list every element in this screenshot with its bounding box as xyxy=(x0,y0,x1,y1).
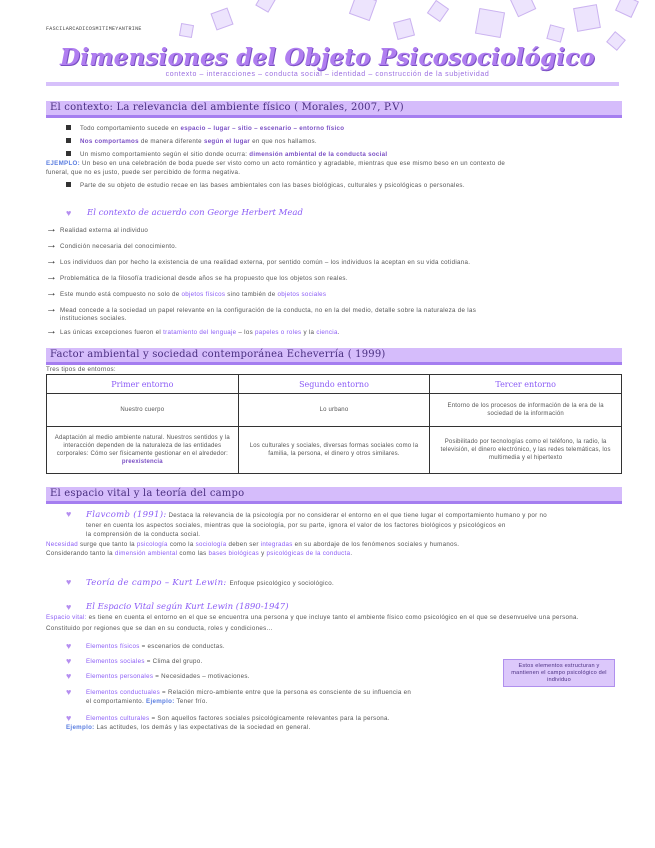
highlight-text: espacio – lugar – sitio – escenario – entorno físico xyxy=(180,125,345,132)
arrow-icon: → xyxy=(46,271,57,283)
decor-square xyxy=(546,24,564,42)
text: Las actitudes, los demás y las expectativas de la sociedad en general. xyxy=(94,724,311,731)
heart-icon: ♥ xyxy=(66,671,72,681)
text: el comportamiento. xyxy=(86,698,147,705)
highlight-text: integradas xyxy=(260,541,293,548)
mead-item: instituciones sociales. xyxy=(60,315,127,322)
decor-square xyxy=(510,0,537,17)
mead-item: Problemática de la filosofía tradicional desde años se ha propuesto que los objetos son reales. xyxy=(60,275,348,282)
text: es tiene en cuenta el entorno en el que se encuentra una persona y que incluye tanto el ambiente físico como psicológico en el que se desenvuelve una persona. xyxy=(86,614,579,621)
mead-item xyxy=(60,291,326,299)
table-cell: Lo urbano xyxy=(238,394,430,427)
text: deben ser xyxy=(226,541,261,548)
square-bullet-icon xyxy=(66,182,71,187)
highlight-text: psicología xyxy=(136,541,168,548)
text: sino también de xyxy=(225,291,278,298)
highlight-text: según el lugar xyxy=(203,138,251,145)
text: Todo comportamiento sucede en xyxy=(80,125,181,132)
decor-square xyxy=(475,8,505,38)
section-banner-espacio-vital xyxy=(46,487,622,504)
mead-item: Condición necesaria del conocimiento. xyxy=(60,243,178,250)
table-row xyxy=(47,394,622,427)
square-bullet-icon xyxy=(66,125,71,130)
arrow-icon: → xyxy=(46,287,57,299)
highlight-text: Espacio vital: xyxy=(46,614,87,621)
page-subtitle: contexto – interacciones – conducta social – identidad – construcción de la subjetividad xyxy=(165,71,490,78)
espacio-item xyxy=(86,715,390,723)
decor-square xyxy=(393,18,415,40)
text: . xyxy=(350,550,353,557)
title-underline xyxy=(46,82,619,86)
decor-square xyxy=(210,7,233,30)
table-cell: Los culturales y sociales, diversas formas sociales como la familia, la persona, el dinero y otros similares. xyxy=(238,427,430,474)
text: Considerando tanto la xyxy=(46,550,115,557)
highlight-text: Elementos sociales xyxy=(86,658,145,665)
highlight-text: Nos comportamos xyxy=(80,138,139,145)
text: – los xyxy=(236,329,255,336)
text: de manera diferente xyxy=(138,138,204,145)
arrow-icon: → xyxy=(46,255,57,267)
teoria-heading: Teoría de campo – Kurt Lewin: xyxy=(86,578,230,588)
bullet-line xyxy=(66,125,344,133)
table-header: Segundo entorno xyxy=(238,375,430,394)
bullet-line xyxy=(66,138,317,146)
heart-icon: ♥ xyxy=(66,687,72,697)
highlight-text: Elementos físicos xyxy=(86,643,140,650)
table-cell: Entorno de los procesos de información de la era de la sociedad de la información xyxy=(430,394,622,427)
section-banner-factor-ambiental xyxy=(46,348,622,365)
bullet-line xyxy=(66,182,465,190)
example-line xyxy=(46,169,240,177)
campo-note-box: Estos elementos estructuran y mantienen el campo psicológico del individuo xyxy=(503,659,615,687)
decor-square xyxy=(349,0,377,21)
heart-icon: ♥ xyxy=(66,656,72,666)
text: = Necesidades – motivaciones. xyxy=(153,673,250,680)
highlight-text: dimensión ambiental de la conducta social xyxy=(249,151,388,158)
flavcomb-heading: Flavcomb (1991): xyxy=(86,510,167,520)
text: y la xyxy=(301,329,317,336)
mead-item: Los individuos dan por hecho la existencia de una realidad externa, por sentido común – los individuos la aceptan en su vida cotidiana. xyxy=(60,259,471,266)
text: = Clima del grupo. xyxy=(144,658,203,665)
highlight-text: Elementos conductuales xyxy=(86,689,161,696)
text: surge que tanto la xyxy=(77,541,137,548)
text: funeral, que no es justo, puede ser percibido de forma negativa. xyxy=(46,169,241,176)
page-title: Dimensiones del Objeto Psicosociológico xyxy=(60,44,595,71)
highlight-text: psicológicas de la conducta xyxy=(266,550,351,557)
highlight-text: objetos físicos xyxy=(181,291,226,298)
mead-heading: El contexto de acuerdo con George Herbert Mead xyxy=(87,208,303,218)
example-label: Ejemplo: xyxy=(66,724,95,731)
example-label: Ejemplo: xyxy=(146,698,175,705)
necesidad-line xyxy=(46,541,459,549)
text: = Relación micro-ambiente entre que la persona es consciente de su influencia en xyxy=(160,689,412,696)
text: Este mundo está compuesto no solo de xyxy=(60,291,182,298)
arrow-icon: → xyxy=(46,303,57,315)
highlight-text: papeles o roles xyxy=(254,329,302,336)
highlight-text: sociología xyxy=(195,541,227,548)
highlight-text: objetos sociales xyxy=(277,291,327,298)
text: . xyxy=(337,329,340,336)
espacio-item-cont xyxy=(86,698,208,706)
section-title: El espacio vital y la teoría del campo xyxy=(50,488,245,499)
heart-icon: ♥ xyxy=(66,602,72,612)
table-cell: Posibilitado por tecnologías como el teléfono, la radio, la televisión, el dinero electrónico, y las redes telemáticas, los multimedia y el hipertexto xyxy=(430,427,622,474)
mead-item xyxy=(60,329,340,337)
intro-text: Tres tipos de entornos: xyxy=(46,366,116,373)
arrow-icon: → xyxy=(46,223,57,235)
espacio-item xyxy=(86,643,225,651)
author-tag: FASCILARCADICOSMITIMEYANTRINE xyxy=(46,26,142,32)
espacio-def-line: Constituido por regiones que se dan en su conducta, roles y condiciones... xyxy=(46,625,273,632)
teoria-line xyxy=(86,579,334,588)
square-bullet-icon xyxy=(66,138,71,143)
section-banner-contexto xyxy=(46,101,622,118)
espacio-item xyxy=(86,673,250,681)
table-row xyxy=(47,427,622,474)
entornos-table xyxy=(46,374,622,474)
example-label: EJEMPLO: xyxy=(46,160,81,167)
espacio-item xyxy=(86,689,411,697)
text: en su abordaje de los fenómenos sociales y humanos. xyxy=(292,541,460,548)
section-title: Factor ambiental y sociedad contemporánea Echeverría ( 1999) xyxy=(50,349,386,360)
highlight-text: Elementos culturales xyxy=(86,715,150,722)
flavcomb-line: la comprensión de la conducta social. xyxy=(86,531,201,538)
highlight-text: preexistencia xyxy=(121,459,163,465)
highlight-text: bases biológicas xyxy=(208,550,260,557)
mead-item: Realidad externa al individuo xyxy=(60,227,149,234)
heart-icon: ♥ xyxy=(66,509,72,519)
section-title: El contexto: La relevancia del ambiente físico ( Morales, 2007, P.V) xyxy=(50,102,404,113)
highlight-text: tratamiento del lenguaje xyxy=(163,329,237,336)
bullet-line xyxy=(66,151,387,159)
highlight-text: Necesidad xyxy=(46,541,78,548)
example-line xyxy=(46,160,505,168)
mead-item: Mead concede a la sociedad un papel relevante en la configuración de la conducta, no en la del medio, detalle sobre la naturaleza de las xyxy=(60,307,477,314)
text: y xyxy=(259,550,267,557)
heart-icon: ♥ xyxy=(66,713,72,723)
text: Un mismo comportamiento según el sitio donde ocurra: xyxy=(80,151,250,158)
text: Un beso en una celebración de boda puede ser visto como un acto romántico y agradable, mientras que ese mismo beso en un contexto de xyxy=(80,160,506,167)
espacio-def-line xyxy=(46,614,579,622)
table-header-row xyxy=(47,375,622,394)
text: como la xyxy=(167,541,196,548)
heart-icon: ♥ xyxy=(66,208,72,218)
flavcomb-line: tener en cuenta los aspectos sociales, mientras que la sociología, por su parte, ignora el valor de los factores biológicos y psicológicos en xyxy=(86,522,506,529)
considerar-line xyxy=(46,550,352,558)
arrow-icon: → xyxy=(46,325,57,337)
ejemplo-final xyxy=(66,724,311,732)
highlight-text: dimensión ambiental xyxy=(114,550,178,557)
table-cell: Adaptación al medio ambiente natural. Nuestros sentidos y la interacción dependen de la naturaleza de las entidades corporales: Cómo ser físicamente gestionar en el alrededor: preexistencia xyxy=(47,427,239,474)
table-header: Primer entorno xyxy=(47,375,239,394)
decor-square xyxy=(255,0,275,13)
espacio-vital-heading: El Espacio Vital según Kurt Lewin (1890-1947) xyxy=(86,602,289,612)
highlight-text: ciencia xyxy=(316,329,338,336)
table-cell: Nuestro cuerpo xyxy=(47,394,239,427)
heart-icon: ♥ xyxy=(66,577,72,587)
text: en que nos hallamos. xyxy=(250,138,317,145)
table-header: Tercer entorno xyxy=(430,375,622,394)
decor-square xyxy=(573,4,601,32)
text: Las únicas excepciones fueron el xyxy=(60,329,164,336)
text: = Son aquellos factores sociales psicológicamente relevantes para la persona. xyxy=(149,715,390,722)
decor-square xyxy=(427,0,449,22)
text: = escenarios de conductas. xyxy=(139,643,225,650)
espacio-item xyxy=(86,658,203,666)
heart-icon: ♥ xyxy=(66,641,72,651)
square-bullet-icon xyxy=(66,151,71,156)
decor-square xyxy=(179,23,194,38)
arrow-icon: → xyxy=(46,239,57,251)
text: Destaca la relevancia de la psicología por no considerar el entorno en el que tiene lugar el comportamiento humano y por no xyxy=(166,512,547,519)
highlight-text: Elementos personales xyxy=(86,673,154,680)
text: Enfoque psicológico y sociológico. xyxy=(229,580,334,587)
flavcomb-line xyxy=(86,511,547,520)
text: Tener frío. xyxy=(174,698,208,705)
text: como las xyxy=(177,550,209,557)
decor-square xyxy=(615,0,639,18)
text: Parte de su objeto de estudio recae en las bases ambientales con las bases biológicas, culturales y psicológicas o personales. xyxy=(80,182,465,189)
